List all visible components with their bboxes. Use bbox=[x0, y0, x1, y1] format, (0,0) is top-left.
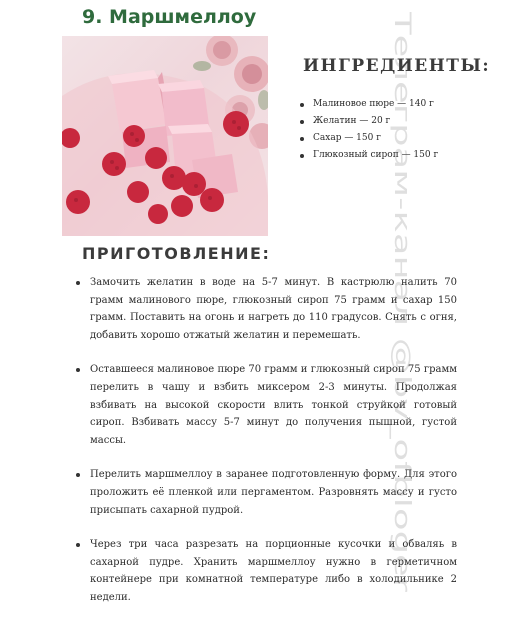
preparation-step: Оставшееся малиновое пюре 70 грамм и глюкозный сироп 75 грамм перелить в чашу и взбить миксером 2-3 минуты. Продолжая взбивать на высокой скорости влить тонкой струйкой готовый сироп. Взбивать массу 5-7 минут до получения пышной, густой массы. bbox=[76, 361, 457, 449]
ingredient-item: Желатин — 20 г bbox=[300, 113, 438, 130]
preparation-heading: ПРИГОТОВЛЕНИЕ: bbox=[82, 244, 271, 263]
watermark bbox=[383, 12, 423, 598]
ingredient-item: Малиновое пюре — 140 г bbox=[300, 96, 438, 113]
recipe-title: 9. Маршмеллоу bbox=[82, 6, 257, 28]
preparation-step: Замочить желатин в воде на 5-7 минут. В кастрюлю налить 70 грамм малинового пюре, глюкозный сироп 75 грамм и сахар 150 грамм. Поставить на огонь и нагреть до 110 градусов. Снять с огня, добавить хорошо отжатый желатин и перемешать. bbox=[76, 274, 457, 344]
watermark-text: Телеграм-канал @bv_ofbloger bbox=[389, 12, 414, 358]
marshmallow-photo bbox=[62, 36, 268, 236]
ingredients-heading: ИНГРЕДИЕНТЫ: bbox=[303, 56, 491, 76]
ingredient-item: Сахар — 150 г bbox=[300, 130, 438, 147]
marshmallow-raspberry-illustration bbox=[62, 36, 268, 236]
ingredient-item: Глюкозный сироп — 150 г bbox=[300, 147, 438, 164]
preparation-step: Перелить маршмеллоу в заранее подготовленную форму. Для этого проложить её пленкой или пергаментом. Разровнять массу и густо присыпать сахарной пудрой. bbox=[76, 466, 457, 519]
preparation-step: Через три часа разрезать на порционные кусочки и обваляь в сахарной пудре. Хранить маршмеллоу нужно в герметичном контейнере при комнатной температуре либо в холодильнике 2 недели. bbox=[76, 536, 457, 606]
